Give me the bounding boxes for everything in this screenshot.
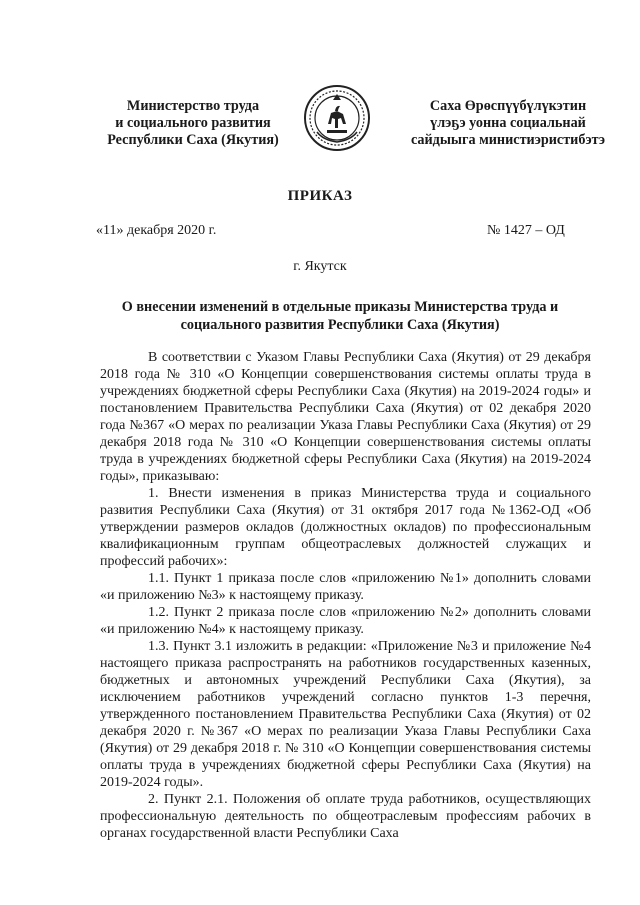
- ministry-name-line: и социального развития: [115, 115, 271, 131]
- issue-city: г. Якутск: [293, 259, 347, 274]
- ministry-name-line: Министерство труда: [126, 98, 260, 114]
- preamble-paragraph: В соответствии с Указом Главы Республики Саха (Якутия) от 29 декабря 2018 года № 310 «О Концепции совершенствования системы оплаты труда в учреждениях бюджетной сферы Республики Саха (Якутия) на 2019-2024 годы» и постановлением Правительства Республики Саха (Якутия) от 02 декабря 2020 года №367 «О мерах по реализации Указа Главы Республики Саха (Якутия) от 29 декабря 2018 года № 310 «О Концепции совершенствования системы оплаты труда в учреждениях бюджетной сферы Республики Саха (Якутия) на 2019-2024 годы», приказываю:: [100, 350, 591, 484]
- clause-paragraph: 1.1. Пункт 1 приказа после слов «приложению №1» дополнить словами «и приложению №3» к настоящему приказу.: [100, 571, 591, 603]
- order-date: «11» декабря 2020 г.: [96, 223, 217, 238]
- order-body: [100, 349, 591, 842]
- clause-paragraph: 2. Пункт 2.1. Положения об оплате труда работников, осуществляющих профессиональную деятельность по общеотраслевым профессиям рабочих в органах государственной власти Республики Саха: [100, 792, 591, 841]
- ministry-name-russian: [88, 98, 298, 149]
- order-subject: О внесении изменений в отдельные приказы Министерства труда и социального развития Республики Саха (Якутия): [121, 299, 559, 333]
- clause-paragraph: 1.3. Пункт 3.1 изложить в редакции: «Приложение №3 и приложение №4 настоящего приказа распространять на работников государственных казенных, бюджетных и автономных учреждений Республики Саха (Якутия), за исключением работников учреждений согласно пунктов 1-3 перечня, утвержденного постановлением Правительства Республики Саха (Якутия) от 02 декабря 2020 г. №367 «О мерах по реализации Указа Главы Республики Саха (Якутия) от 29 декабря 2018 г. № 310 «О Концепции совершенствования системы оплаты труда в учреждениях бюджетной сферы Республики Саха (Якутия) на 2019-2024 годы».: [100, 639, 591, 790]
- ministry-name-line: Саха Өрөспүүбүлүкэтин: [429, 98, 587, 114]
- clause-paragraph: 1. Внести изменения в приказ Министерства труда и социального развития Республики Саха (Якутия) от 31 октября 2017 года №1362-ОД «Об утверждении размеров окладов (должностных окладов) по профессиональным квалификационным группам общеотраслевых должностей служащих и профессий рабочих»:: [100, 486, 591, 569]
- clause-paragraph: 1.2. Пункт 2 приказа после слов «приложению №2» дополнить словами «и приложению №4» к настоящему приказу.: [100, 605, 591, 637]
- ministry-name-line: Республики Саха (Якутия): [107, 132, 279, 148]
- document-type-title: ПРИКАЗ: [287, 188, 353, 204]
- ministry-name-line: үлэҕэ уонна социальнай: [430, 115, 586, 131]
- ministry-name-yakut: [393, 98, 623, 149]
- coat-of-arms-icon: [303, 84, 371, 152]
- order-number: № 1427 – ОД: [487, 223, 565, 238]
- ministry-name-line: сайдыыга министиэристибэтэ: [410, 132, 606, 148]
